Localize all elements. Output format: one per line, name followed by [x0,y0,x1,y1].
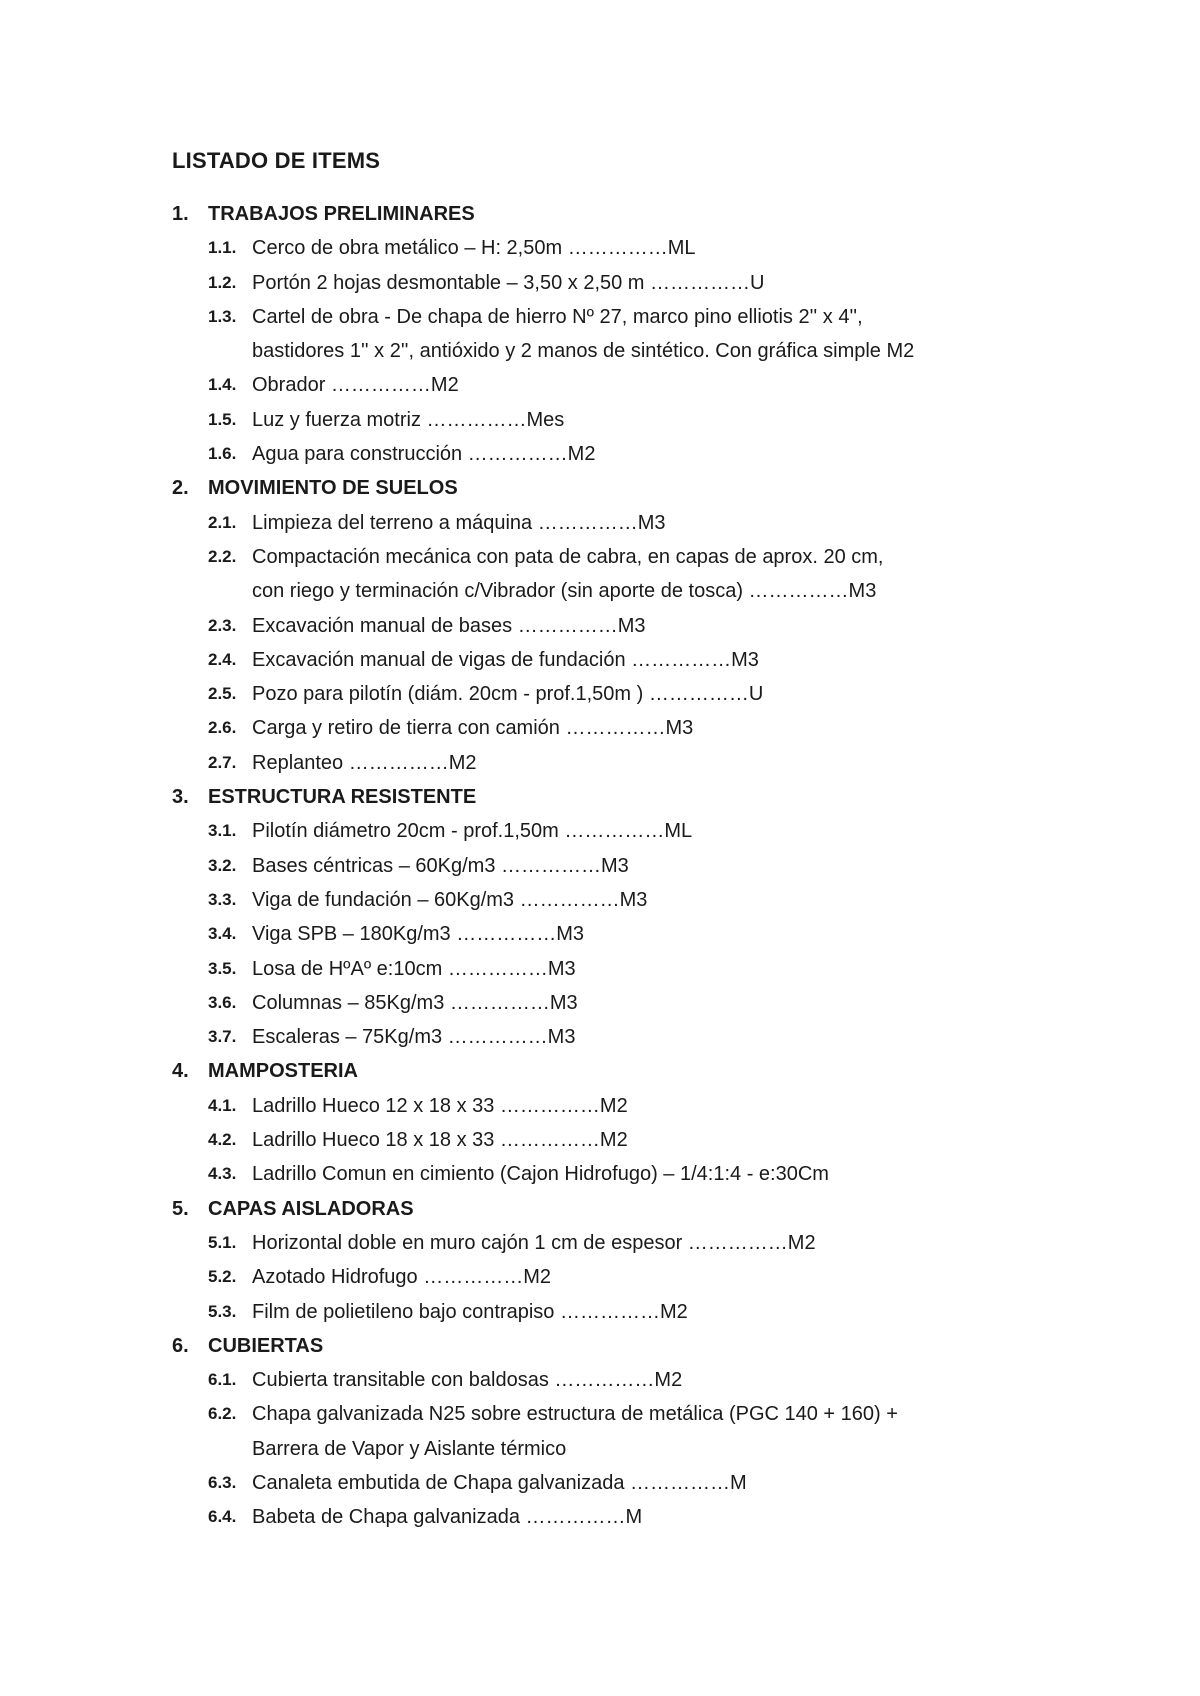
section-number: 5. [172,1197,189,1220]
list-item [172,266,1072,300]
item-number: 6.1. [208,1370,237,1390]
section [172,471,1072,780]
item-text-line: Viga de fundación – 60Kg/m3 ……………M3 [252,888,648,911]
item-number: 6.3. [208,1472,237,1492]
list-item [172,609,1072,643]
item-text-line: Portón 2 hojas desmontable – 3,50 x 2,50 m ……………U [252,271,765,294]
item-number: 4.1. [208,1095,237,1115]
list-item [172,368,1072,402]
item-number: 1.3. [208,306,237,326]
section-heading [172,780,1072,814]
item-text-line: Carga y retiro de tierra con camión ……………M3 [252,717,694,740]
item-text-line: Excavación manual de bases ……………M3 [252,614,646,637]
list-item [172,540,1072,609]
item-number: 1.4. [208,375,237,395]
list-item [172,814,1072,848]
item-number: 3.7. [208,1027,237,1047]
list-item [172,1226,1072,1260]
list-item [172,883,1072,917]
item-number: 5.3. [208,1301,237,1321]
item-text-line: Replanteo ……………M2 [252,751,477,774]
item-number: 1.1. [208,238,237,258]
item-number: 2.7. [208,752,237,772]
list-item [172,1020,1072,1054]
section [172,197,1072,471]
item-text-line: Cartel de obra - De chapa de hierro Nº 27, marco pino elliotis 2'' x 4'', [252,305,863,328]
item-number: 5.2. [208,1267,237,1287]
item-number: 3.2. [208,855,237,875]
section-heading [172,1192,1072,1226]
item-number: 4.2. [208,1130,237,1150]
item-number: 2.6. [208,718,237,738]
list-item [172,677,1072,711]
item-text-line: Escaleras – 75Kg/m3 ……………M3 [252,1026,576,1049]
item-text-line: Horizontal doble en muro cajón 1 cm de espesor ……………M2 [252,1231,816,1254]
item-list [172,1089,1072,1192]
item-text-line: Columnas – 85Kg/m3 ……………M3 [252,991,578,1014]
section-title: CUBIERTAS [208,1334,324,1357]
item-text-line: Barrera de Vapor y Aislante térmico [252,1437,567,1460]
item-number: 3.6. [208,992,237,1012]
document-title: LISTADO DE ITEMS [172,148,381,173]
item-text-line: bastidores 1'' x 2'', antióxido y 2 manos de sintético. Con gráfica simple M2 [252,340,915,363]
item-text-line: Ladrillo Hueco 12 x 18 x 33 ……………M2 [252,1094,628,1117]
item-text-line: Pilotín diámetro 20cm - prof.1,50m ……………ML [252,820,693,843]
item-number: 5.1. [208,1232,237,1252]
item-number: 3.4. [208,924,237,944]
item-number: 3.5. [208,958,237,978]
list-item [172,1157,1072,1191]
section [172,780,1072,1054]
item-text-line: Excavación manual de vigas de fundación ……………M3 [252,648,759,671]
list-item [172,711,1072,745]
item-text-line: Luz y fuerza motriz ……………Mes [252,408,565,431]
item-number: 2.2. [208,546,237,566]
section-number: 6. [172,1334,189,1357]
item-number: 1.2. [208,272,237,292]
item-text-line: Cubierta transitable con baldosas ……………M2 [252,1369,683,1392]
item-text-line: con riego y terminación c/Vibrador (sin aporte de tosca) ……………M3 [252,580,877,603]
item-number: 3.1. [208,821,237,841]
item-text-line: Obrador ……………M2 [252,374,459,397]
list-item [172,986,1072,1020]
section-number: 1. [172,203,189,225]
item-number: 6.4. [208,1507,237,1527]
item-text-line: Chapa galvanizada N25 sobre estructura de metálica (PGC 140 + 160) + [252,1403,898,1426]
section-title: ESTRUCTURA RESISTENTE [208,786,477,809]
section-heading [172,1054,1072,1088]
section-title: TRABAJOS PRELIMINARES [208,203,475,225]
item-text-line: Ladrillo Comun en cimiento (Cajon Hidrofugo) – 1/4:1:4 - e:30Cm [252,1163,829,1186]
section [172,1329,1072,1535]
item-list [172,814,1072,1054]
section-title: MOVIMIENTO DE SUELOS [208,477,458,500]
item-text-line: Losa de HºAº e:10cm ……………M3 [252,957,576,980]
item-number: 2.4. [208,649,237,669]
section-list [172,197,1072,1535]
section-heading [172,471,1072,505]
item-list [172,1226,1072,1329]
item-number: 2.3. [208,615,237,635]
item-number: 1.5. [208,409,237,429]
section-heading [172,1329,1072,1363]
section [172,1192,1072,1329]
list-item [172,643,1072,677]
section-number: 4. [172,1060,189,1083]
item-list [172,506,1072,780]
list-item [172,437,1072,471]
list-item [172,849,1072,883]
item-text-line: Canaleta embutida de Chapa galvanizada ……………M [252,1471,747,1494]
list-item [172,1500,1072,1534]
section-number: 3. [172,786,189,809]
section-title: MAMPOSTERIA [208,1060,358,1083]
section-heading [172,197,1072,231]
list-item [172,1260,1072,1294]
list-item [172,1089,1072,1123]
item-text-line: Limpieza del terreno a máquina ……………M3 [252,511,666,534]
list-item [172,1123,1072,1157]
item-number: 1.6. [208,444,237,464]
list-item [172,1363,1072,1397]
item-number: 2.1. [208,512,237,532]
list-item [172,506,1072,540]
item-text-line: Azotado Hidrofugo ……………M2 [252,1266,552,1289]
item-text-line: Film de polietileno bajo contrapiso ……………M2 [252,1300,688,1323]
section [172,1054,1072,1191]
list-item [172,917,1072,951]
item-list [172,231,1072,471]
list-item [172,746,1072,780]
list-item [172,952,1072,986]
item-number: 6.2. [208,1404,237,1424]
list-item [172,300,1072,369]
item-text-line: Pozo para pilotín (diám. 20cm - prof.1,50m ) ……………U [252,683,764,706]
item-text-line: Babeta de Chapa galvanizada ……………M [252,1506,643,1529]
item-number: 4.3. [208,1164,237,1184]
item-text-line: Ladrillo Hueco 18 x 18 x 33 ……………M2 [252,1129,628,1152]
section-number: 2. [172,477,189,500]
list-item [172,1466,1072,1500]
item-list [172,1363,1072,1534]
item-text-line: Bases céntricas – 60Kg/m3 ……………M3 [252,854,629,877]
item-number: 2.5. [208,684,237,704]
list-item [172,1397,1072,1466]
item-text-line: Compactación mecánica con pata de cabra, en capas de aprox. 20 cm, [252,545,884,568]
item-text-line: Agua para construcción ……………M2 [252,443,596,466]
item-number: 3.3. [208,889,237,909]
item-text-line: Cerco de obra metálico – H: 2,50m ……………ML [252,237,696,260]
list-item [172,231,1072,265]
list-item [172,1295,1072,1329]
section-title: CAPAS AISLADORAS [208,1197,414,1220]
item-text-line: Viga SPB – 180Kg/m3 ……………M3 [252,923,584,946]
list-item [172,403,1072,437]
